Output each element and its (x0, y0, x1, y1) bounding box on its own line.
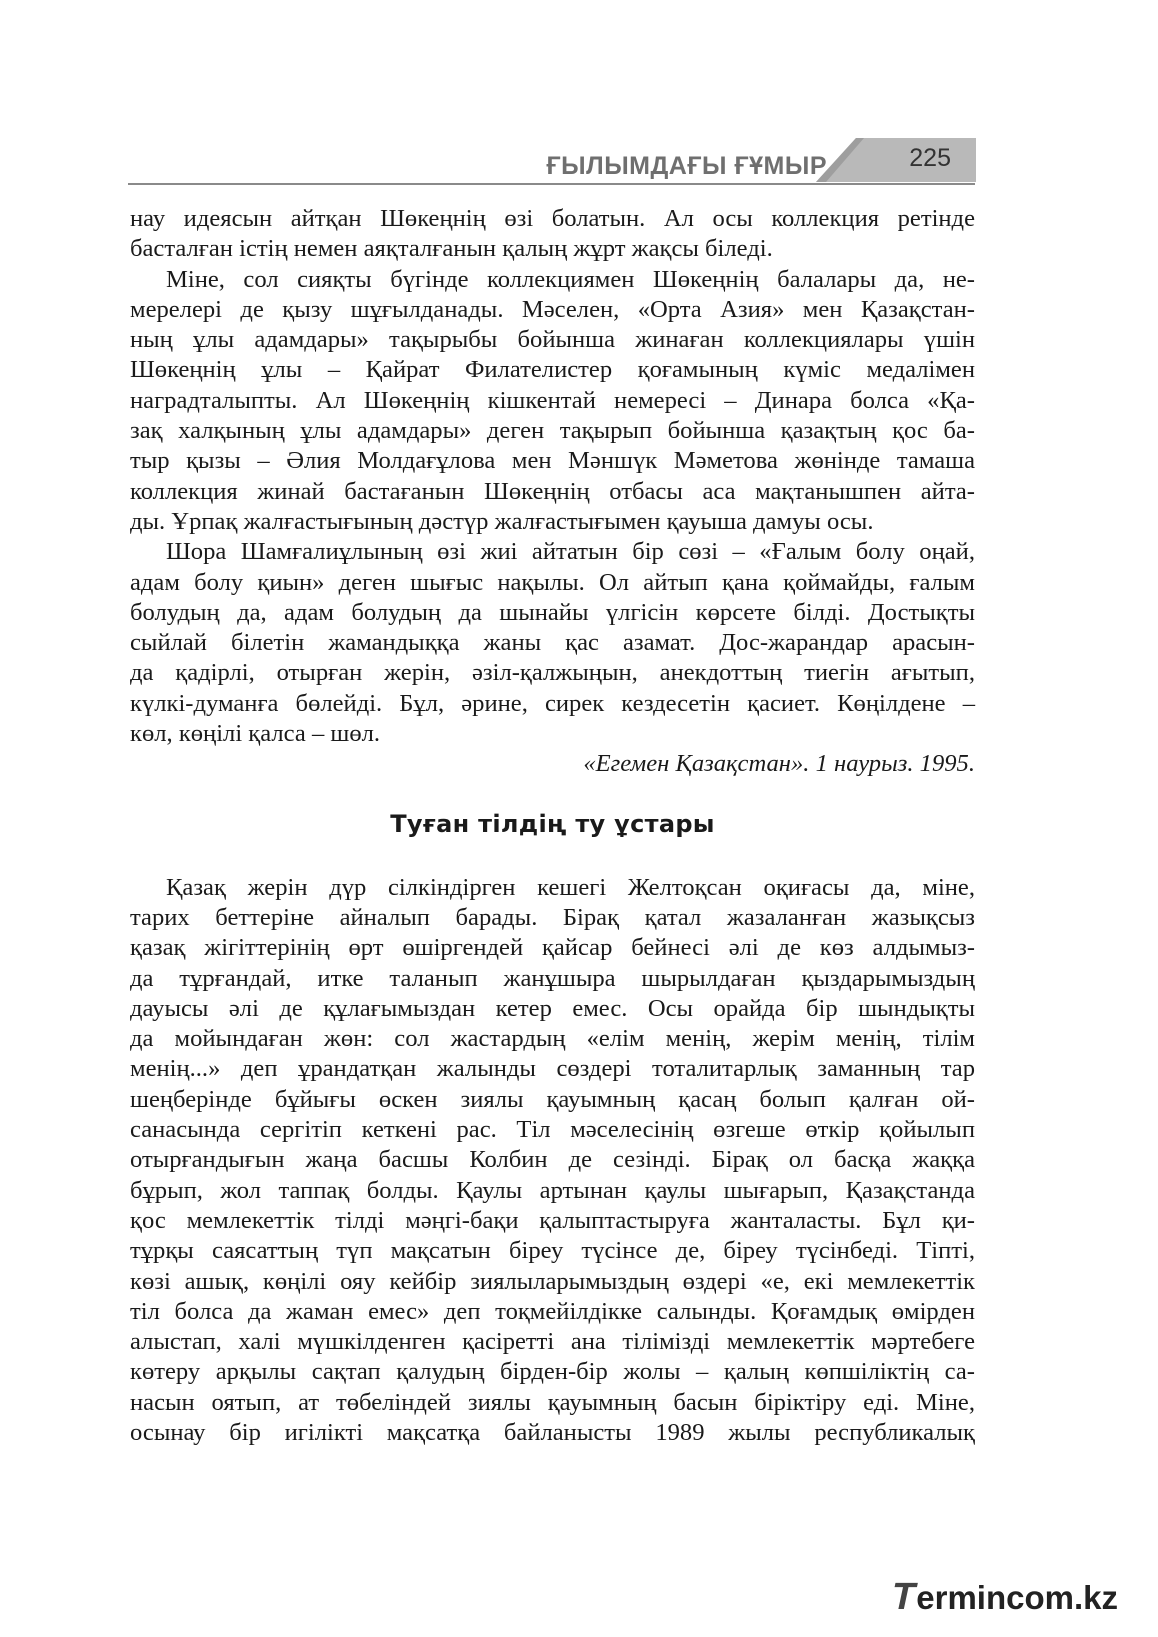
text-line: көтеру арқылы сақтап қалудың бірден-бір жолы – қалың көпшіліктің са- (130, 1358, 975, 1386)
page-number: 225 (909, 144, 951, 172)
watermark-logo-icon: T (887, 1576, 920, 1618)
text-line: Қазақ жерін дүр сілкіндірген кешегі Желтоқсан оқиғасы да, міне, (166, 873, 975, 901)
citation: «Егемен Қазақстан». 1 наурыз. 1995. (583, 750, 975, 778)
article-title: Туған тілдің ту ұстары (390, 809, 715, 838)
text-line: нау идеясын айтқан Шөкеңнің өзі болатын. Ал осы коллекция ретінде (130, 205, 975, 232)
text-line: да қадірлі, отырған жерін, әзіл-қалжыңын, анекдоттың тиегін ағытып, (130, 659, 975, 687)
watermark-text: ermincom.kz (916, 1579, 1118, 1616)
running-header (128, 138, 975, 188)
text-line: Шөкеңнің ұлы – Қайрат Филателистер қоғамының күміс медалімен (130, 356, 975, 384)
text-line: менің...» деп ұрандатқан жалынды сөздері тоталитарлық заманның тар (130, 1055, 975, 1083)
text-line: наградталыпты. Ал Шөкеңнің кішкентай немересі – Динара болса «Қа- (130, 386, 975, 414)
text-line: адам болу қиын» деген шығыс нақылы. Ол айтып қана қоймайды, ғалым (130, 568, 975, 596)
text-line: тұрқы саясаттың түп мақсатын біреу түсінсе де, біреу түсінбеді. Тіпті, (130, 1237, 975, 1265)
text-line: ды. Ұрпақ жалғастығының дәстүр жалғастығымен қауыша дамуы осы. (130, 507, 874, 535)
text-line: тіл болса да жаман емес» деп тоқмейілдікке салынды. Қоғамдық өмірден (130, 1297, 975, 1325)
text-line: осынау бір игілікті мақсатқа байланысты 1989 жылы республикалық (130, 1418, 975, 1446)
text-line: зақ халқының ұлы адамдары» деген тақырып бойынша қазақтың қос ба- (130, 417, 975, 445)
page-number-tab (816, 138, 976, 182)
text-line: Міне, сол сияқты бүгінде коллекциямен Шөкеңнің балалары да, не- (166, 265, 975, 293)
page-body (130, 204, 975, 1448)
site-watermark (887, 1576, 1118, 1619)
text-line: күлкі-думанға бөлейді. Бұл, әрине, сирек кездесетін қасиет. Көңілдене – (130, 689, 975, 717)
text-line: сыйлай білетін жамандыққа жаны қас азамат. Дос-жарандар арасын- (130, 629, 975, 657)
text-line: дауысы әлі де құлағымыздан кетер емес. Осы орайда бір шындықты (130, 994, 975, 1022)
text-line: көзі ашық, көңілі ояу кейбір зиялыларымыздың өздері «е, екі мемлекеттік (130, 1267, 975, 1295)
text-line: тыр қызы – Әлия Молдағұлова мен Мәншүк Мәметова жөнінде тамаша (130, 447, 975, 475)
header-rule (128, 183, 975, 185)
text-line: отырғандығын жаңа басшы Колбин де сезінді. Бірақ ол басқа жаққа (130, 1146, 975, 1174)
text-line: қазақ жігіттерінің өрт өшіргендей қайсар бейнесі әлі де көз алдымыз- (130, 934, 975, 962)
text-line: да тұрғандай, итке таланып жанұшыра шырылдаған қыздарымыздың (130, 964, 975, 992)
text-line: Шора Шамғалиұлының өзі жиі айтатын бір сөзі – «Ғалым болу оңай, (166, 538, 975, 566)
text-line: насын оятып, ат төбеліндей зиялы қауымның басын біріктіру еді. Міне, (130, 1388, 975, 1416)
text-line: да мойындаған жөн: сол жастардың «елім менің, жерім менің, тілім (130, 1025, 975, 1053)
running-header-title: ҒЫЛЫМДАҒЫ ҒҰМЫР (546, 152, 827, 180)
text-line: мерелері де қызу шұғылданады. Мәселен, «Орта Азия» мен Қазақстан- (130, 295, 975, 323)
text-line: алыстап, халі мүшкілденген қасіретті ана тілімізді мемлекеттік мәртебеге (130, 1328, 975, 1356)
text-line: тарих беттеріне айналып барады. Бірақ қатал жазаланған жазықсыз (130, 903, 975, 931)
text-line: қос мемлекеттік тілді мәңгі-бақи қалыптастыруға жанталасты. Бұл қи- (130, 1206, 975, 1234)
text-line: шеңберінде бұйығы өскен зиялы қауымның қасаң болып қалған ой- (130, 1085, 975, 1113)
text-line: бұрып, жол таппақ болды. Қаулы артынан қаулы шығарып, Қазақстанда (130, 1176, 975, 1204)
text-line: болудың да, адам болудың да шынайы үлгісін көрсете білді. Достықты (130, 598, 975, 626)
text-line: көл, көңілі қалса – шөл. (130, 720, 381, 748)
text-line: ның ұлы адамдары» тақырыбы бойынша жинаған коллекциялары үшін (130, 326, 975, 354)
text-line: санасында сергітіп кеткені рас. Тіл мәселесінің өзгеше өткір қойылып (130, 1116, 975, 1144)
text-line: басталған істің немен аяқталғанын қалың жұрт жақсы біледі. (130, 235, 773, 263)
text-line: коллекция жинай бастағанын Шөкеңнің отбасы аса мақтанышпен айта- (130, 477, 975, 505)
